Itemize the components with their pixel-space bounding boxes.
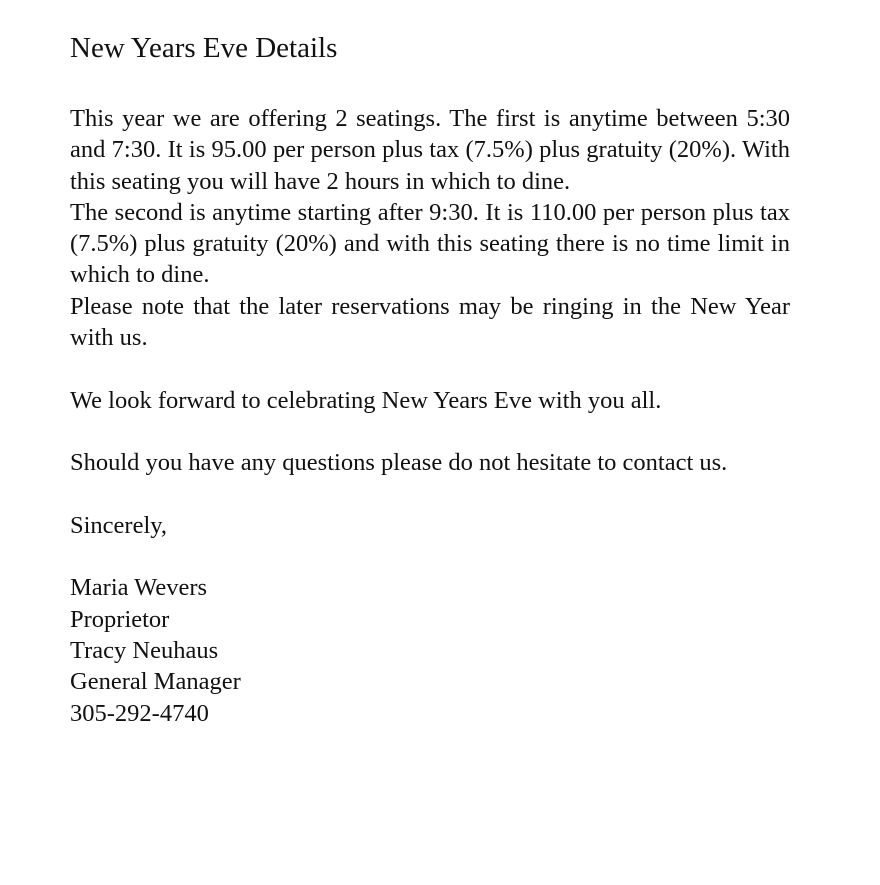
signer-name-1: Maria Wevers — [70, 574, 208, 602]
document-title: New Years Eve Details — [70, 32, 338, 64]
phone-number: 305-292-4740 — [70, 699, 209, 727]
signer-name-2: Tracy Neuhaus — [70, 637, 219, 665]
signer-title-2: General Manager — [70, 668, 241, 696]
paragraph-spacer — [70, 353, 790, 384]
seating-first-paragraph: This year we are offering 2 seatings. The first is anytime between 5:30 and 7:30. It is 95.00 per person plus tax (7.5%) plus gratuity (20%). With this seating you will have 2 hours in which to dine. — [70, 105, 790, 195]
paragraph-spacer — [70, 416, 790, 447]
late-reservation-note: Please note that the later reservations may be ringing in the New Year with us. — [70, 292, 790, 352]
letter-page — [70, 28, 790, 729]
paragraph-spacer — [70, 479, 790, 510]
contact-paragraph: Should you have any questions please do not hesitate to contact us. — [70, 449, 728, 477]
signer-title-1: Proprietor — [70, 605, 170, 633]
celebration-paragraph: We look forward to celebrating New Years Eve with you all. — [70, 386, 662, 414]
signature-block — [70, 572, 790, 728]
paragraph-spacer — [70, 541, 790, 572]
closing-line: Sincerely, — [70, 511, 168, 539]
seating-second-paragraph: The second is anytime starting after 9:30. It is 110.00 per person plus tax (7.5%) plus gratuity (20%) and with this seating there is no time limit in which to dine. — [70, 198, 790, 289]
